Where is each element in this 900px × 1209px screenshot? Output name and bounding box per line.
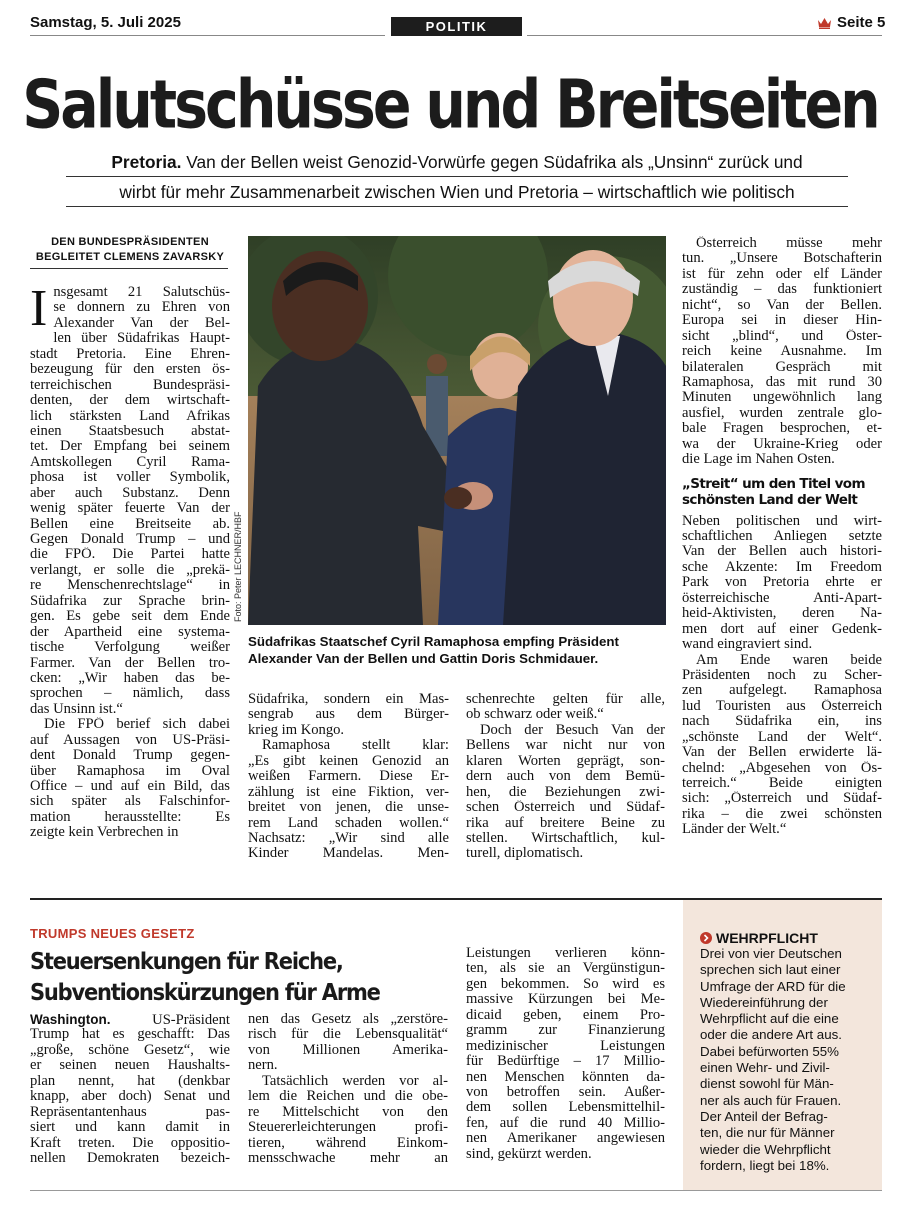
text-line: ist für zehn oder elf Länder <box>682 266 882 282</box>
article-photo <box>248 236 666 625</box>
text-line: rika – die zwei schönsten <box>682 806 882 822</box>
text-line: lem die Reichen und die obe- <box>248 1089 448 1105</box>
photo-caption <box>248 634 668 667</box>
text-line: Präsidenten noch zu Scher- <box>682 667 882 683</box>
text-line: Farmer. Van der Bellen tro- <box>30 655 230 671</box>
text-line: rem Land schaden wollen.“ <box>248 815 449 831</box>
text-line: ausfiel, wurden zentrale glo- <box>682 405 882 421</box>
text-line: Trump hat es geschafft: Das <box>30 1027 230 1043</box>
text-line: fordern, liegt bei 18%. <box>700 1157 830 1173</box>
article-headline: Salutschüsse und Breitseiten <box>22 66 878 144</box>
text-line: tieren, während Einkom- <box>248 1135 448 1151</box>
paragraph <box>466 946 665 1162</box>
text-line: bilateralen Gespräch mit <box>682 359 882 375</box>
text-line: Drei von vier Deutschen <box>700 946 842 961</box>
text-line: gen. Es gebe seit dem Ende <box>30 609 230 625</box>
text-line: ner als auch für Frauen. <box>700 1092 842 1108</box>
article2-column-2 <box>248 1012 448 1166</box>
text-line: „schönste Land der Welt“. <box>682 729 882 745</box>
text-line: reich keine Ausnahme. Im <box>682 344 882 360</box>
section-label: POLITIK <box>391 17 522 36</box>
text-line: Leistungen verlieren könn- <box>466 946 665 961</box>
paragraph <box>248 1074 448 1167</box>
text-line: massive Kürzungen bei Me- <box>466 992 665 1008</box>
text-line: dicaid geben, einem Pro- <box>466 1007 665 1023</box>
text-line: Die FPÖ berief sich dabei <box>44 717 230 733</box>
text-line: Kraft treten. Die oppositio- <box>30 1135 230 1151</box>
byline-rule <box>30 268 228 269</box>
text-line: cken: „Wir haben das be- <box>30 670 230 686</box>
caption-line-2: Alexander Van der Bellen und Gattin Doris Schmidauer. <box>248 650 599 666</box>
dropcap: I <box>30 280 48 337</box>
text-line: men dort auf einer Gedenk- <box>682 621 882 637</box>
article2-headline <box>30 946 450 1008</box>
lead-line-1 <box>66 147 848 177</box>
text-line: terreich.“ Beide einigten <box>682 776 882 791</box>
text-line: Europa sei in dieser Hin- <box>682 313 882 329</box>
text-line: das Unsinn ist.“ <box>30 701 123 717</box>
text-line: schaftlichen Anliegen setzte <box>682 529 882 544</box>
text-line: medizinischer Leistungen <box>466 1038 665 1054</box>
text-line: tet. Der Empfang bei seinem <box>30 439 230 455</box>
text-line: phosa ist voller Symbolik, <box>30 470 230 486</box>
article2-column-1 <box>30 1012 230 1166</box>
text-line: stellen. Wirtschaftlich, kul- <box>466 830 665 846</box>
text-line: Wiedereinführung der <box>700 994 828 1010</box>
text-line: re Mittelschicht von den <box>248 1104 448 1120</box>
text-line: verlangt, er solle die „prekä- <box>30 562 230 578</box>
text-line: hen, die Beziehungen zwi- <box>466 784 665 800</box>
text-line: heid-Aktivisten, deren Na- <box>682 606 882 622</box>
bottom-rule <box>30 1190 882 1191</box>
chevron-circle-icon <box>700 932 712 944</box>
text-line: Ramaphosa, das mit rund 30 <box>682 374 882 390</box>
lead-place: Pretoria. <box>111 152 182 172</box>
header-rule-right <box>527 35 882 36</box>
text-line: fen, auf die rund 40 Millio- <box>466 1115 665 1131</box>
text-line: nen das Gesetz als „zerstöre- <box>248 1012 448 1027</box>
text-line <box>30 1012 230 1027</box>
photo-illustration <box>248 236 666 625</box>
text-line: „Es gibt keinen Genozid an <box>248 753 449 769</box>
text-line: Minuten ungewöhnlich lang <box>682 390 882 406</box>
text-line: risch für die Lebensqualität“ <box>248 1027 448 1043</box>
text-line: bale Fragen besprochen, et- <box>682 421 882 437</box>
text-line: se donnern zu Ehren von <box>53 300 230 316</box>
text-line: Ramaphosa stellt klar: <box>262 738 449 754</box>
text-line: Gegen Donald Trump – und <box>30 532 230 547</box>
text-line: sicht „blind“, und Öster- <box>682 328 882 344</box>
issue-date: Samstag, 5. Juli 2025 <box>30 14 181 31</box>
text-line: weißen Farmern. Diese Er- <box>248 769 449 785</box>
info-box-text <box>700 946 870 1174</box>
text-line: ten, als sie an Vergünstigun- <box>466 961 665 977</box>
text-line: zeigte kein Verbrechen in <box>30 825 179 841</box>
article2-headline-line-1: Steuersenkungen für Reiche, <box>30 948 343 975</box>
paragraph <box>248 1012 448 1074</box>
subheading-line-1: „Streit“ um den Titel vom <box>682 475 865 492</box>
text-line: bezeugung für den ersten ös- <box>30 362 230 378</box>
text-line: nach Südafrika ein, ins <box>682 714 882 730</box>
text-line: lud Touristen aus Österreich <box>682 698 882 714</box>
text-line: gen bekommen. So wird es <box>466 976 665 992</box>
text-line: gramm zur Finanzierung <box>466 1023 665 1039</box>
paragraph <box>682 653 882 838</box>
text-line: schenrechte gelten für alle, <box>466 692 665 707</box>
text-line: sprechen sich laut einer <box>700 962 841 978</box>
crown-icon <box>817 17 832 29</box>
article-column-1 <box>30 280 230 841</box>
text-line: Wehrpflicht auf die eine <box>700 1011 839 1027</box>
photo-credit-area <box>233 511 245 742</box>
text-line: „große, schöne Gesetz“, wie <box>30 1042 230 1058</box>
text-line: Am Ende waren beide <box>696 652 882 668</box>
paragraph <box>30 717 230 841</box>
text-line: Kinder Mandelas. Men- <box>248 846 449 862</box>
text-line: Tatsächlich werden vor al- <box>262 1073 448 1089</box>
caption-line-1: Südafrikas Staatschef Cyril Ramaphosa empfing Präsident <box>248 634 619 649</box>
article2-kicker: TRUMPS NEUES GESETZ <box>30 926 195 941</box>
header-rule-left <box>30 35 385 36</box>
text-line: Repräsentantenhaus pas- <box>30 1104 230 1120</box>
text-line: Dabei befürworten 55% <box>700 1043 839 1059</box>
text-line: sich später als Falschinfor- <box>30 794 230 810</box>
text-line: nellen Demokraten bezeich- <box>30 1150 230 1166</box>
text-line: oder die andere Art aus. <box>700 1027 842 1043</box>
text-line: krieg im Kongo. <box>248 722 345 738</box>
text-line: für Bedürftige – 17 Millio- <box>466 1054 665 1070</box>
paragraph <box>248 692 449 862</box>
text-line: Nachsatz: „Wir sind alle <box>248 830 449 846</box>
photo-credit: Foto: Peter LECHNER/HBF <box>233 511 243 622</box>
text-line: Der Anteil der Befrag- <box>700 1108 828 1124</box>
text-line: rika auf breitere Beine zu <box>466 815 665 831</box>
article-column-2 <box>248 692 449 862</box>
text-line: Umfrage der ARD für die <box>700 978 846 994</box>
paragraph <box>682 236 882 468</box>
text-line: dienst sowohl für Män- <box>700 1076 834 1092</box>
text-line: sind, gekürzt werden. <box>466 1146 592 1162</box>
lead-line-2: wirbt für mehr Zusammenarbeit zwischen Wien und Pretoria – wirtschaftlich wie politisch <box>66 177 848 207</box>
text-line: dern auch von dem Bemü- <box>466 769 665 785</box>
info-box-title: WEHRPFLICHT <box>716 930 818 946</box>
article2-place: Washington. <box>30 1012 111 1027</box>
text-line: von Millionen Amerika- <box>248 1042 448 1058</box>
text-line: Steuererleichterungen profi- <box>248 1120 448 1136</box>
text-line: Neben politischen und wirt- <box>682 513 882 529</box>
subheading-line-2: schönsten Land der Welt <box>682 491 858 508</box>
article-column-3 <box>466 692 665 862</box>
text-line: von betroffen sein. Außer- <box>466 1084 665 1100</box>
article-column-4 <box>682 236 882 838</box>
text-line: dent Donald Trump gegen- <box>30 748 230 764</box>
paragraph <box>30 1027 230 1166</box>
text-line: die FPÖ. Die Partei hatte <box>30 547 230 563</box>
text-line: Park von Pretoria ehrte er <box>682 575 882 591</box>
text-line: zuständig – das funktioniert <box>682 282 882 298</box>
byline <box>30 235 230 265</box>
article2-column-3 <box>466 946 665 1162</box>
paragraph <box>682 514 882 653</box>
text-line: er seinen neuen Haushalts- <box>30 1058 230 1074</box>
text-line: mensschwache mehr an <box>248 1150 448 1166</box>
text-line: die Lage im Nahen Osten. <box>682 452 835 468</box>
article2-first-words: US-Präsident <box>152 1012 230 1028</box>
text-line: schen Österreich und Südaf- <box>466 800 665 816</box>
lead-text-1: Van der Bellen weist Genozid-Vorwürfe gegen Südafrika als „Unsinn“ zurück und <box>186 152 803 172</box>
text-line: Doch der Besuch Van der <box>480 722 665 738</box>
text-line: chelnd: „Abgesehen von Ös- <box>682 760 882 776</box>
byline-line-1: DEN BUNDESPRÄSIDENTEN <box>51 236 209 248</box>
text-line: stadt Pretoria. Eine Ehren- <box>30 346 230 362</box>
text-line: Office – und auf ein Bild, das <box>30 779 230 794</box>
text-line: plan nennt, hat (denkbar <box>30 1073 230 1089</box>
text-line: denten, der dem wirtschaft- <box>30 393 230 409</box>
text-line: wa der Ukraine-Krieg oder <box>682 436 882 452</box>
text-line: nen Menschen könnten da- <box>466 1069 665 1085</box>
text-line: tun. „Unsere Botschafterin <box>682 251 882 267</box>
text-line: nicht“, so Van der Bellen. <box>682 297 882 313</box>
text-line: einen Wehr- und Zivil- <box>700 1060 830 1076</box>
text-line: Van der Bellen erwiderte lä- <box>682 745 882 761</box>
text-line: sche Akzente: Im Freedom <box>682 559 882 575</box>
text-line: ob schwarz oder weiß.“ <box>466 707 604 723</box>
text-line: breitet von jenen, die unse- <box>248 800 449 816</box>
article2-headline-line-2: Subventionskürzungen für Arme <box>30 979 380 1006</box>
text-line: nern. <box>248 1058 278 1074</box>
text-line: klaren Worten geprägt, son- <box>466 753 665 769</box>
text-line: Südafrika, sondern ein Mas- <box>248 692 449 707</box>
text-line: nen Amerikaner angewiesen <box>466 1131 665 1147</box>
text-line: sich: „Österreich und Südaf- <box>682 791 882 807</box>
text-line: österreichische Anti-Apart- <box>682 590 882 606</box>
text-line: Van der Bellen auch histori- <box>682 544 882 560</box>
text-line: Österreich müsse mehr <box>696 236 882 251</box>
text-line: zählung ist eine Fiktion, ver- <box>248 784 449 800</box>
text-line: dem sollen Lebensmittelhil- <box>466 1100 665 1116</box>
text-line: Alexander Van der Bel- <box>53 315 230 331</box>
byline-line-2: BEGLEITET CLEMENS ZAVARSKY <box>35 251 225 263</box>
text-line: einen Staatsbesuch abstat- <box>30 423 230 439</box>
text-line: der Apartheid eine systema- <box>30 624 230 640</box>
article-subheading <box>682 476 882 508</box>
text-line: Bellen eine Breitseite ab. <box>30 516 230 532</box>
paragraph <box>30 280 230 717</box>
text-line: siert und kann damit in <box>30 1120 230 1136</box>
text-line: Amtskollegen Cyril Rama- <box>30 454 230 470</box>
text-line: tische Verfolgung weißer <box>30 640 230 656</box>
text-line: wieder die Wehrpflicht <box>700 1141 831 1157</box>
text-line: terreichischen Bundespräsi- <box>30 377 230 393</box>
text-line: wand eingraviert sind. <box>682 637 813 653</box>
text-line: wenig später feuerte Van der <box>30 501 230 517</box>
text-line: sprochen – nämlich, dass <box>30 686 230 702</box>
text-line: ten, die nur für Männer <box>700 1125 835 1141</box>
text-line: turell, diplomatisch. <box>466 846 584 862</box>
text-line: lich stärksten Land Afrikas <box>30 408 230 424</box>
text-line: über Ramaphosa im Oval <box>30 763 230 779</box>
text-line: Südafrika zur Sprache brin- <box>30 593 230 609</box>
text-line: mation herausstellte: Es <box>30 809 230 825</box>
text-line: nsgesamt 21 Salutschüs- <box>53 285 230 300</box>
article-lead <box>66 147 848 207</box>
page-number: Seite 5 <box>837 14 886 31</box>
text-line: Länder der Welt.“ <box>682 822 787 838</box>
text-line: re Menschenrechtslage“ in <box>30 578 230 594</box>
text-line: sengrab aus dem Bürger- <box>248 707 449 723</box>
text-line: Bellens war nicht nur von <box>466 738 665 754</box>
text-line: len über Südafrikas Haupt- <box>53 331 230 347</box>
text-line: aber auch Substanz. Denn <box>30 485 230 501</box>
text-line: auf Aussagen von US-Präsi- <box>30 732 230 748</box>
text-line: zen aufgelegt. Ramaphosa <box>682 683 882 699</box>
paragraph <box>466 692 665 862</box>
text-line: knapp, aber doch) Senat und <box>30 1089 230 1105</box>
